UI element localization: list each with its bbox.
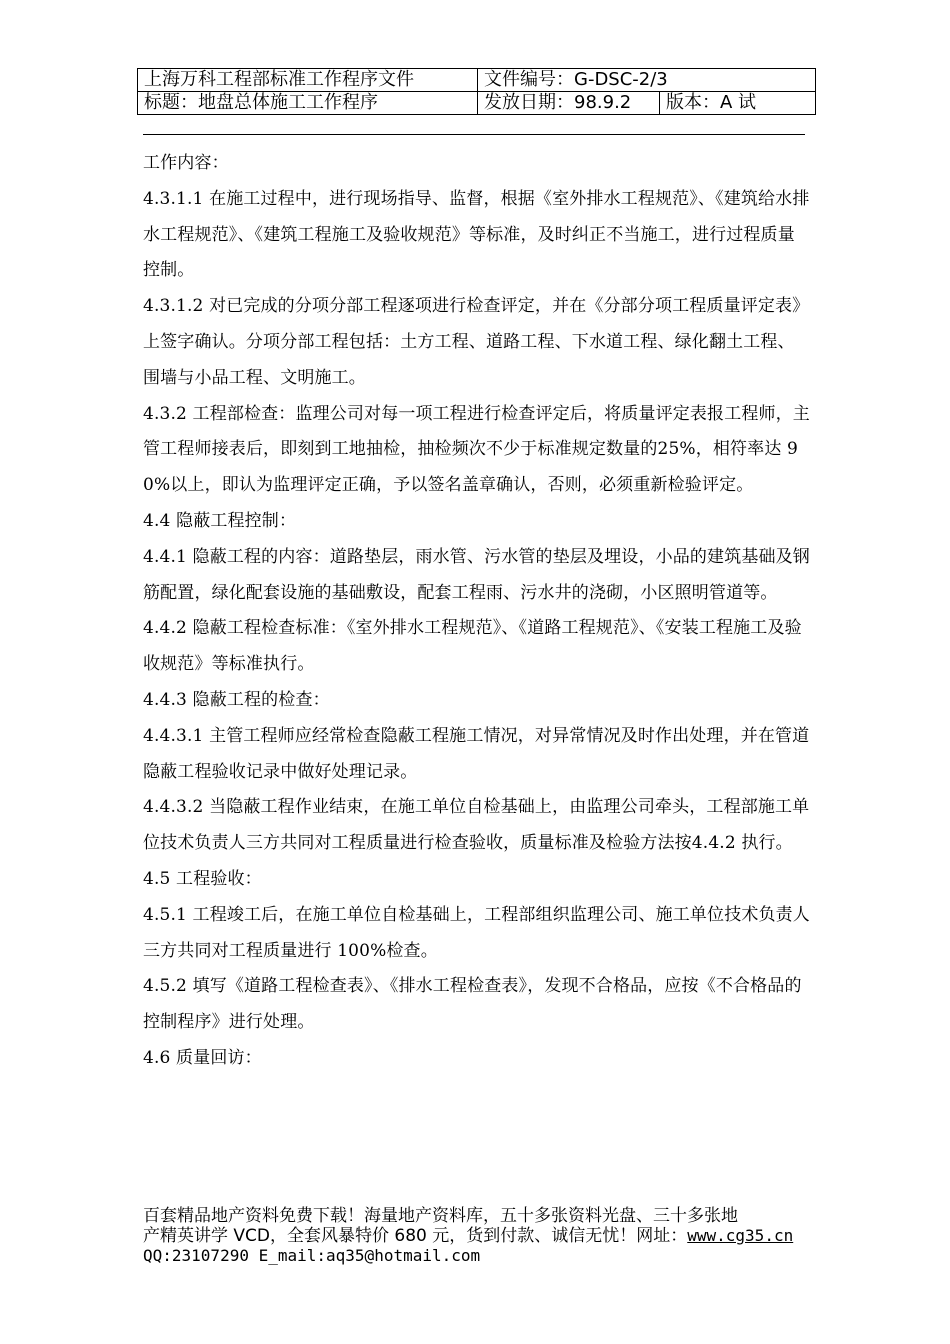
- paragraph: 4.5.2 填写《道路工程检查表》、《排水工程检查表》，发现不合格品，应按《不合格品的控制程序》进行处理。: [143, 976, 802, 1033]
- paragraph: 4.4.2 隐蔽工程检查标准：《室外排水工程规范》、《道路工程规范》、《安装工程施工及验收规范》等标准执行。: [143, 618, 802, 675]
- issue-date: 发放日期：98.9.2: [478, 92, 660, 115]
- paragraph: 4.5.1 工程竣工后，在施工单位自检基础上，工程部组织监理公司、施工单位技术负责人三方共同对工程质量进行 100%检查。: [143, 904, 810, 961]
- paragraph: 4.3.1.1 在施工过程中，进行现场指导、监督，根据《室外排水工程规范》、《建筑给水排水工程规范》、《建筑工程施工及验收规范》等标准，及时纠正不当施工，进行过程质量控制。: [143, 188, 810, 281]
- doc-title: 标题：地盘总体施工工作程序: [138, 92, 478, 115]
- paragraph: 工作内容：: [143, 153, 229, 173]
- paragraph: 4.6 质量回访：: [143, 1047, 262, 1068]
- paragraph: 4.4 隐蔽工程控制：: [143, 510, 297, 531]
- footer-line-2: [143, 1226, 813, 1246]
- paragraph: 4.3.1.2 对已完成的分项分部工程逐项进行检查评定，并在《分部分项工程质量评定表》上签字确认。分项分部工程包括：土方工程、道路工程、下水道工程、绿化翻土工程、围墙与小品工程、文明施工。: [143, 296, 810, 388]
- advertisement-footer: [143, 1206, 813, 1266]
- company-doc-title: 上海万科工程部标准工作程序文件: [138, 69, 478, 92]
- paragraph: 4.4.3.2 当隐蔽工程作业结束，在施工单位自检基础上，由监理公司牵头，工程部施工单位技术负责人三方共同对工程质量进行检查验收，质量标准及检验方法按4.4.2 执行。: [143, 797, 810, 854]
- footer-line-1: 百套精品地产资料免费下载！海量地产资料库，五十多张资料光盘、三十多张地: [143, 1206, 738, 1226]
- paragraph: 4.4.3.1 主管工程师应经常检查隐蔽工程施工情况，对异常情况及时作出处理，并在管道隐蔽工程验收记录中做好处理记录。: [143, 725, 810, 782]
- footer-line-2-text: 产精英讲学 VCD，全套风暴特价 680 元，货到付款、诚信无忧！网址：: [143, 1226, 688, 1246]
- website-link[interactable]: www.cg35.cn: [687, 1226, 794, 1245]
- header-divider: [143, 134, 805, 135]
- paragraph: 4.5 工程验收：: [143, 868, 262, 889]
- document-header-table: [137, 68, 816, 115]
- doc-number: 文件编号：G-DSC-2/3: [478, 69, 816, 92]
- paragraph: 4.3.2 工程部检查：监理公司对每一项工程进行检查评定后，将质量评定表报工程师，主管工程师接表后，即刻到工地抽检，抽检频次不少于标准规定数量的25%，相符率达 90%以上，即认为监理评定正确，予以签名盖章确认，否则，必须重新检验评定。: [143, 403, 810, 496]
- document-body: [143, 146, 811, 1077]
- version: 版本：A 试: [660, 92, 816, 115]
- paragraph: 4.4.3 隐蔽工程的检查：: [143, 689, 330, 710]
- paragraph: 4.4.1 隐蔽工程的内容：道路垫层，雨水管、污水管的垫层及埋设，小品的建筑基础及钢筋配置，绿化配套设施的基础敷设，配套工程雨、污水井的浇砌，小区照明管道等。: [143, 546, 810, 603]
- footer-contact: QQ:23107290 E_mail:aq35@hotmail.com: [143, 1246, 481, 1265]
